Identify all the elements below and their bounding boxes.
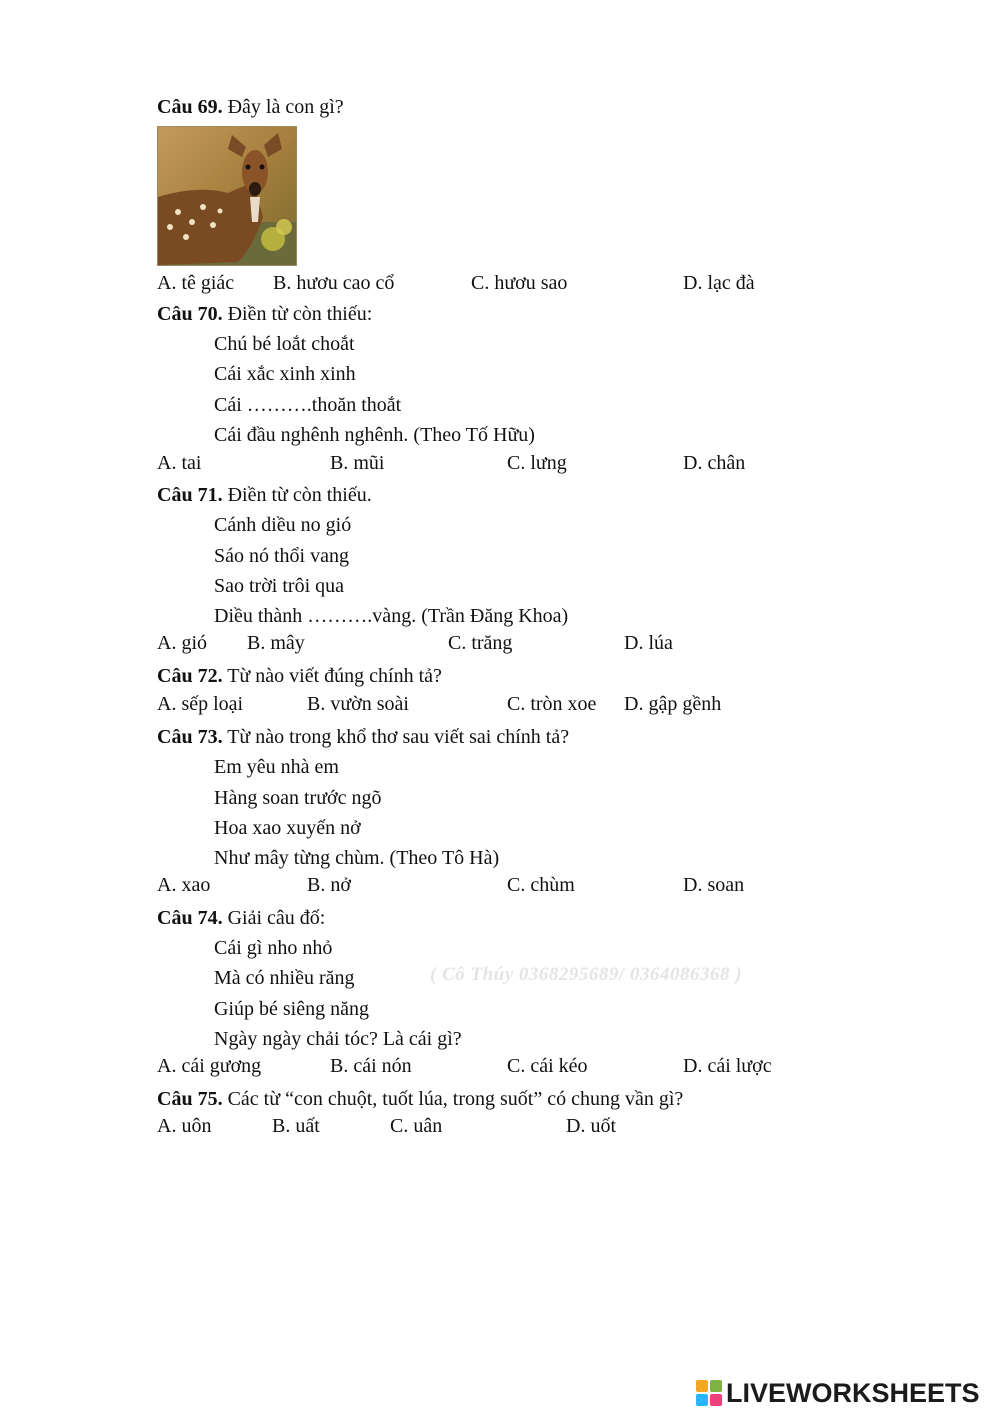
option-a: A. uôn bbox=[157, 1115, 212, 1137]
option-d: D. chân bbox=[683, 452, 746, 474]
option-b: B. mây bbox=[247, 632, 305, 654]
option-c: C. trăng bbox=[448, 632, 513, 654]
option-c: C. tròn xoe bbox=[507, 693, 597, 715]
poem-line: Sáo nó thổi vang bbox=[214, 545, 349, 567]
option-b: B. mũi bbox=[330, 452, 385, 474]
deer-photo bbox=[157, 126, 297, 266]
poem-line: Cái ……….thoăn thoắt bbox=[214, 394, 402, 416]
logo-square bbox=[696, 1394, 708, 1406]
question-number: Câu 71. bbox=[157, 484, 223, 506]
question-72 bbox=[157, 662, 442, 690]
logo-square bbox=[696, 1380, 708, 1392]
question-text: Các từ “con chuột, tuốt lúa, trong suốt” có chung vần gì? bbox=[222, 1088, 684, 1110]
poem-line: Cái đầu nghênh nghênh. (Theo Tố Hữu) bbox=[214, 424, 535, 446]
logo-text: LIVEWORKSHEETS bbox=[726, 1377, 980, 1408]
option-a: A. gió bbox=[157, 632, 207, 654]
question-number: Câu 69. bbox=[157, 96, 223, 118]
option-a: A. cái gương bbox=[157, 1055, 262, 1077]
option-b: B. uất bbox=[272, 1115, 320, 1137]
option-d: D. lạc đà bbox=[683, 272, 755, 294]
question-number: Câu 75. bbox=[157, 1088, 223, 1110]
option-c: C. uân bbox=[390, 1115, 443, 1137]
option-b: B. nở bbox=[307, 874, 351, 896]
question-74 bbox=[157, 904, 325, 932]
watermark: ( Cô Thúy 0368295689/ 0364086368 ) bbox=[430, 964, 743, 985]
option-d: D. uốt bbox=[566, 1115, 616, 1137]
question-71 bbox=[157, 481, 372, 509]
poem-line: Ngày ngày chải tóc? Là cái gì? bbox=[214, 1028, 462, 1050]
question-number: Câu 73. bbox=[157, 726, 223, 748]
option-a: A. tai bbox=[157, 452, 202, 474]
liveworksheets-logo[interactable] bbox=[696, 1376, 980, 1410]
poem-line: Hàng soan trước ngõ bbox=[214, 787, 382, 809]
poem-line: Chú bé loắt choắt bbox=[214, 333, 355, 355]
poem-line: Hoa xao xuyến nở bbox=[214, 817, 361, 839]
option-a: A. xao bbox=[157, 874, 211, 896]
poem-line: Mà có nhiều răng bbox=[214, 967, 355, 989]
option-c: C. cái kéo bbox=[507, 1055, 588, 1077]
poem-line: Giúp bé siêng năng bbox=[214, 998, 369, 1020]
option-d: D. soan bbox=[683, 874, 745, 896]
option-d: D. cái lược bbox=[683, 1055, 772, 1077]
poem-line: Cái gì nho nhỏ bbox=[214, 937, 333, 959]
option-d: D. gập gềnh bbox=[624, 693, 722, 715]
question-text: Đây là con gì? bbox=[222, 96, 344, 118]
question-75 bbox=[157, 1085, 683, 1113]
option-b: B. cái nón bbox=[330, 1055, 412, 1077]
deer-illustration bbox=[158, 127, 296, 265]
option-c: C. hươu sao bbox=[471, 272, 568, 294]
question-text: Từ nào viết đúng chính tả? bbox=[222, 665, 442, 687]
question-73 bbox=[157, 723, 569, 751]
logo-square bbox=[710, 1394, 722, 1406]
question-text: Điền từ còn thiếu. bbox=[222, 484, 372, 506]
question-69 bbox=[157, 93, 344, 121]
option-d: D. lúa bbox=[624, 632, 673, 654]
option-b: B. hươu cao cổ bbox=[273, 272, 395, 294]
question-number: Câu 74. bbox=[157, 907, 223, 929]
question-text: Giải câu đố: bbox=[222, 907, 326, 929]
option-c: C. lưng bbox=[507, 452, 567, 474]
option-c: C. chùm bbox=[507, 874, 575, 896]
poem-line: Như mây từng chùm. (Theo Tô Hà) bbox=[214, 847, 500, 869]
poem-line: Diều thành ……….vàng. (Trần Đăng Khoa) bbox=[214, 605, 569, 627]
option-a: A. tê giác bbox=[157, 272, 235, 294]
poem-line: Em yêu nhà em bbox=[214, 756, 339, 778]
option-a: A. sếp loại bbox=[157, 693, 244, 715]
option-b: B. vườn soài bbox=[307, 693, 409, 715]
question-text: Điền từ còn thiếu: bbox=[222, 303, 373, 325]
poem-line: Cái xắc xinh xinh bbox=[214, 363, 356, 385]
question-text: Từ nào trong khổ thơ sau viết sai chính tả? bbox=[222, 726, 570, 748]
poem-line: Sao trời trôi qua bbox=[214, 575, 344, 597]
logo-mark-icon bbox=[696, 1380, 722, 1406]
question-70 bbox=[157, 300, 372, 328]
logo-square bbox=[710, 1380, 722, 1392]
question-number: Câu 70. bbox=[157, 303, 223, 325]
poem-line: Cánh diều no gió bbox=[214, 514, 352, 536]
question-number: Câu 72. bbox=[157, 665, 223, 687]
